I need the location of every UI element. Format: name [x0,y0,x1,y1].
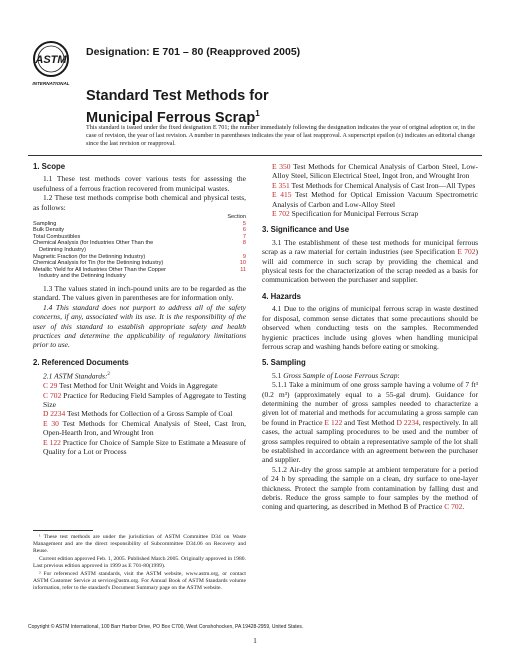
footnote-divider [33,530,93,531]
referenced-heading: 2. Referenced Documents [33,357,129,367]
scope-1-4: 1.4 This standard does not purport to address all of the safety concerns, if any, associated with its use. It is the responsibility of the user of this standard to establish appropriate safety and health practices and determine the applicability of regulatory limitations prior to use. [33,302,246,350]
sampling-5-1: 5.1 Gross Sample of Loose Ferrous Scrap: [272,370,400,380]
toc-row: Sampling 5 [33,220,246,227]
ref-item: E 702 Specification for Municipal Ferrous Scrap [272,209,419,219]
footnote-2: ² For referenced ASTM standards, visit the ASTM website, www.astm.org, or contact ASTM Customer Service at service@astm.org. For Annual Book of ASTM Standards volume information, refer to the standard's Document Summary page on the ASTM website. [33,571,246,591]
logo-text: ASTM [35,54,67,66]
sampling-heading: 5. Sampling [262,358,306,368]
ref-link[interactable]: D 2234 [43,409,66,419]
ref-item: D 2234 Test Methods for Collection of a Gross Sample of Coal [43,409,233,419]
significance-heading: 3. Significance and Use [262,225,350,235]
ref-item: E 122 Practice for Choice of Sample Size to Estimate a Measure of Quality for a Lot or Process [43,437,246,456]
document-title [86,88,269,127]
practice-link[interactable]: C 702 [444,502,463,512]
ref-item: E 351 Test Methods for Chemical Analysis of Cast Iron—All Types [272,180,476,190]
test-method-link[interactable]: D 2234 [396,417,419,427]
scope-1-2: 1.2 These test methods comprise both chemical and physical tests, as follows: [33,193,246,212]
hazards-4-1: 4.1 Due to the origins of municipal ferrous scrap in waste destined for disposal, common sense dictates that some precautions should be observed when conducting tests on the samples. Recommended hygienic practices include using gloves when handling municipal ferrous scrap and washing hands before eating or smoking. [262,304,478,351]
footnotes [33,534,246,593]
sampling-5-1-2: 5.1.2 Air-dry the gross sample at ambient temperature for a period of 24 h by spreading the sample on a clean, dry surface to one-layer thickness. Protect the sample from contamination by falling dust and debris. Reduce the gross sample to four samples by the method of coning and quartering, as described in Method B of Practice C 702. [262,464,478,512]
ref-link[interactable]: E 350 [272,162,291,171]
toc-row: Chemical Analysis (for Industries Other Than the 8 [33,240,246,247]
toc-header: Section [227,214,246,221]
toc-row: Total Combustibles 7 [33,233,246,240]
astm-standards-sub: 2.1 ASTM Standards:$^2$ [43,371,110,381]
ref-link[interactable]: E 122 [43,437,61,447]
ref-link[interactable]: C 702 [43,390,62,400]
title-line-2: Municipal Ferrous Scrap [86,110,256,126]
logo-subtext: INTERNATIONAL [32,81,70,86]
designation: Designation: E 701 – 80 (Reapproved 2005) [86,46,301,58]
right-column [262,162,478,512]
ref-item: E 350 Test Methods for Chemical Analysis of Carbon Steel, Low-Alloy Steel, Silicon Electrical Steel, Ingot Iron, and Wrought Iron [272,162,478,181]
practice-link[interactable]: E 122 [324,417,343,427]
significance-3-1: 3.1 The establishment of these test methods for municipal ferrous scrap as a raw material for certain industries (see Specification E 702) will aid commerce in such scrap by providing the chemical and physical tests for the characterization of the scrap needed as a basis for communication between the purchaser and supplier. [262,237,478,285]
section-table [33,214,246,280]
toc-row: Bulk Density 6 [33,227,246,234]
ref-link[interactable]: C 29 [43,381,58,391]
toc-row: Detinning Industry) [39,247,86,253]
issued-note: This standard is issued under the fixed designation E 701; the number immediately following the designation indicates the year of original adoption or, in the case of revision, the year of last revision. A number in parentheses indicates the year of last reapproval. A superscript epsilon (ε) indicates an editorial change since the last revision or reapproval. [86,124,476,148]
title-footnote-mark: 1 [255,109,260,118]
astm-logo [30,40,72,88]
copyright: Copyright © ASTM International, 100 Barr Harbor Drive, PO Box C700, West Conshohocken, PA 19428-2959, United States. [28,624,304,630]
header-divider [28,155,482,156]
hazards-heading: 4. Hazards [262,291,302,301]
ref-link[interactable]: E 351 [272,180,290,190]
scope-1-1: 1.1 These test methods cover various tests for assessing the usefulness of a ferrous fraction recovered from municipal wastes. [33,174,246,193]
toc-row: Magnetic Fraction (for the Detinning Industry) 9 [33,253,246,260]
ref-item: C 702 Practice for Reducing Field Samples of Aggregate to Testing Size [43,390,246,409]
title-line-1: Standard Test Methods for [86,88,269,104]
toc-row: Chemical Analysis for Tin (for the Detinning Industry) 10 [33,260,246,267]
toc-row: Metallic Yield for All Industries Other Than the Copper 11 [33,266,246,273]
ref-link[interactable]: E 415 [272,190,292,200]
ref-link[interactable]: E 702 [272,209,290,219]
footnote-1b: Current edition approved Feb. 1, 2005. Published March 2005. Originally approved in 1980. Last previous edition approved in 1999 as E 701-80(1999). [33,556,246,569]
footnote-1: ¹ These test methods are under the jurisdiction of ASTM Committee D34 on Waste Management and are the direct responsibility of Subcommittee D34.06 on Recovery and Reuse. [33,534,246,554]
toc-row: Industry and the Detinning Industry [39,273,126,280]
scope-1-3: 1.3 The values stated in inch-pound units are to be regarded as the standard. The values given in parentheses are for information only. [33,283,246,303]
left-column [33,162,246,456]
ref-item: E 415 Test Method for Optical Emission Vacuum Spectrometric Analysis of Carbon and Low-Alloy Steel [272,190,478,209]
page-number: 1 [253,636,257,645]
ref-link[interactable]: E 30 [43,418,59,428]
sampling-5-1-1: 5.1.1 Take a minimum of one gross sample having a volume of 7 ft³ (0.2 m³) (approximately equal to a 55-gal drum). Guidance for determining the number of gross samples needed to characterize a given lot of material and methods for accumulating a gross sample can be found in Practice E 122 and Test Method D 2234, respectively. In all cases, the actual sampling procedures to be used and the number of gross samples required to obtain a representative sample of the lot shall be established in accordance with an agreement between the purchaser and supplier. [262,380,478,465]
scope-heading: 1. Scope [33,162,66,171]
ref-item: E 30 Test Methods for Chemical Analysis of Steel, Cast Iron, Open-Hearth Iron, and Wrought Iron [43,418,246,438]
spec-link[interactable]: E 702 [457,247,476,257]
ref-item: C 29 Test Method for Unit Weight and Voids in Aggregate [43,381,218,391]
